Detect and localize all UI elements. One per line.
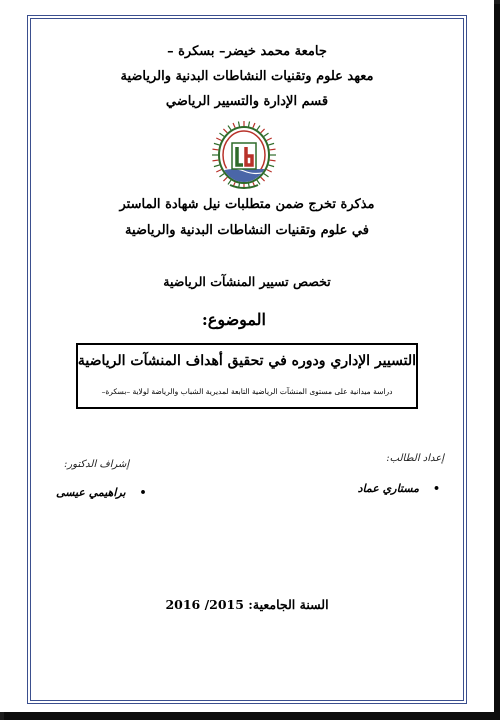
seal-ray (223, 177, 227, 181)
seal-ray (214, 143, 220, 145)
seal-ray (267, 138, 272, 141)
seal-ray (268, 143, 274, 145)
seal-ray (253, 123, 255, 128)
memo-requirement: مذكرة تخرج ضمن متطلبات نيل شهادة الماستر (119, 197, 375, 212)
seal-ray (216, 138, 221, 141)
memo-field: في علوم وتقنيات النشاطات البدنية والرياضية (125, 223, 369, 238)
seal-ray (261, 129, 265, 133)
seal-ray (233, 123, 235, 128)
seal-ray (249, 122, 250, 127)
page-shadow-bottom (4, 712, 500, 720)
seal-ray (270, 160, 276, 161)
seal-ray (216, 170, 221, 173)
thesis-subtitle: دراسة ميدانية على مستوى المنشآت الرياضية التابعة لمديرية الشباب والرياضة لولاية –بسكرة– (101, 387, 393, 396)
seal-ray (257, 180, 260, 184)
page-shadow-right (494, 4, 500, 720)
subject-box (76, 343, 418, 409)
student-bullet: • (432, 482, 440, 495)
student-label: إعداد الطالب: (386, 453, 444, 464)
thesis-title: التسيير الإداري ودوره في تحقيق أهداف المنشآت الرياضية (77, 353, 416, 369)
supervisor-bullet: • (139, 486, 147, 499)
student-entry (358, 482, 440, 495)
seal-ray (214, 165, 220, 167)
seal-ray (264, 174, 269, 177)
seal-ray (261, 177, 265, 181)
academic-year: السنة الجامعية: 2015/ 2016 (165, 597, 329, 612)
student-name: مستاري عماد (357, 482, 419, 495)
seal-ray (268, 165, 274, 167)
seal-ray (264, 133, 269, 136)
seal-ray (223, 129, 227, 133)
subject-label: الموضوع: (201, 310, 266, 329)
department-name: قسم الإدارة والتسيير الرياضي (165, 94, 329, 109)
university-name: جامعة محمد خيضر– بسكرة – (167, 44, 327, 59)
seal-ray (212, 160, 218, 161)
seal-ray (228, 180, 231, 184)
supervisor-entry (56, 486, 147, 499)
university-seal-icon (210, 121, 278, 191)
supervisor-label: إشراف الدكتور: (64, 459, 130, 470)
seal-ray (267, 170, 272, 173)
seal-ray (219, 133, 224, 136)
seal-ray (270, 149, 276, 150)
seal-ray (212, 149, 218, 150)
seal-ray (238, 122, 239, 127)
seal-ray (257, 126, 260, 130)
supervisor-name: براهيمي عيسى (56, 486, 126, 499)
institute-name: معهد علوم وتقنيات النشاطات البدنية والرياضية (120, 69, 374, 84)
seal-ray (228, 126, 231, 130)
specialization: تخصص تسيير المنشآت الرياضية (163, 274, 331, 289)
seal-ray (219, 174, 224, 177)
